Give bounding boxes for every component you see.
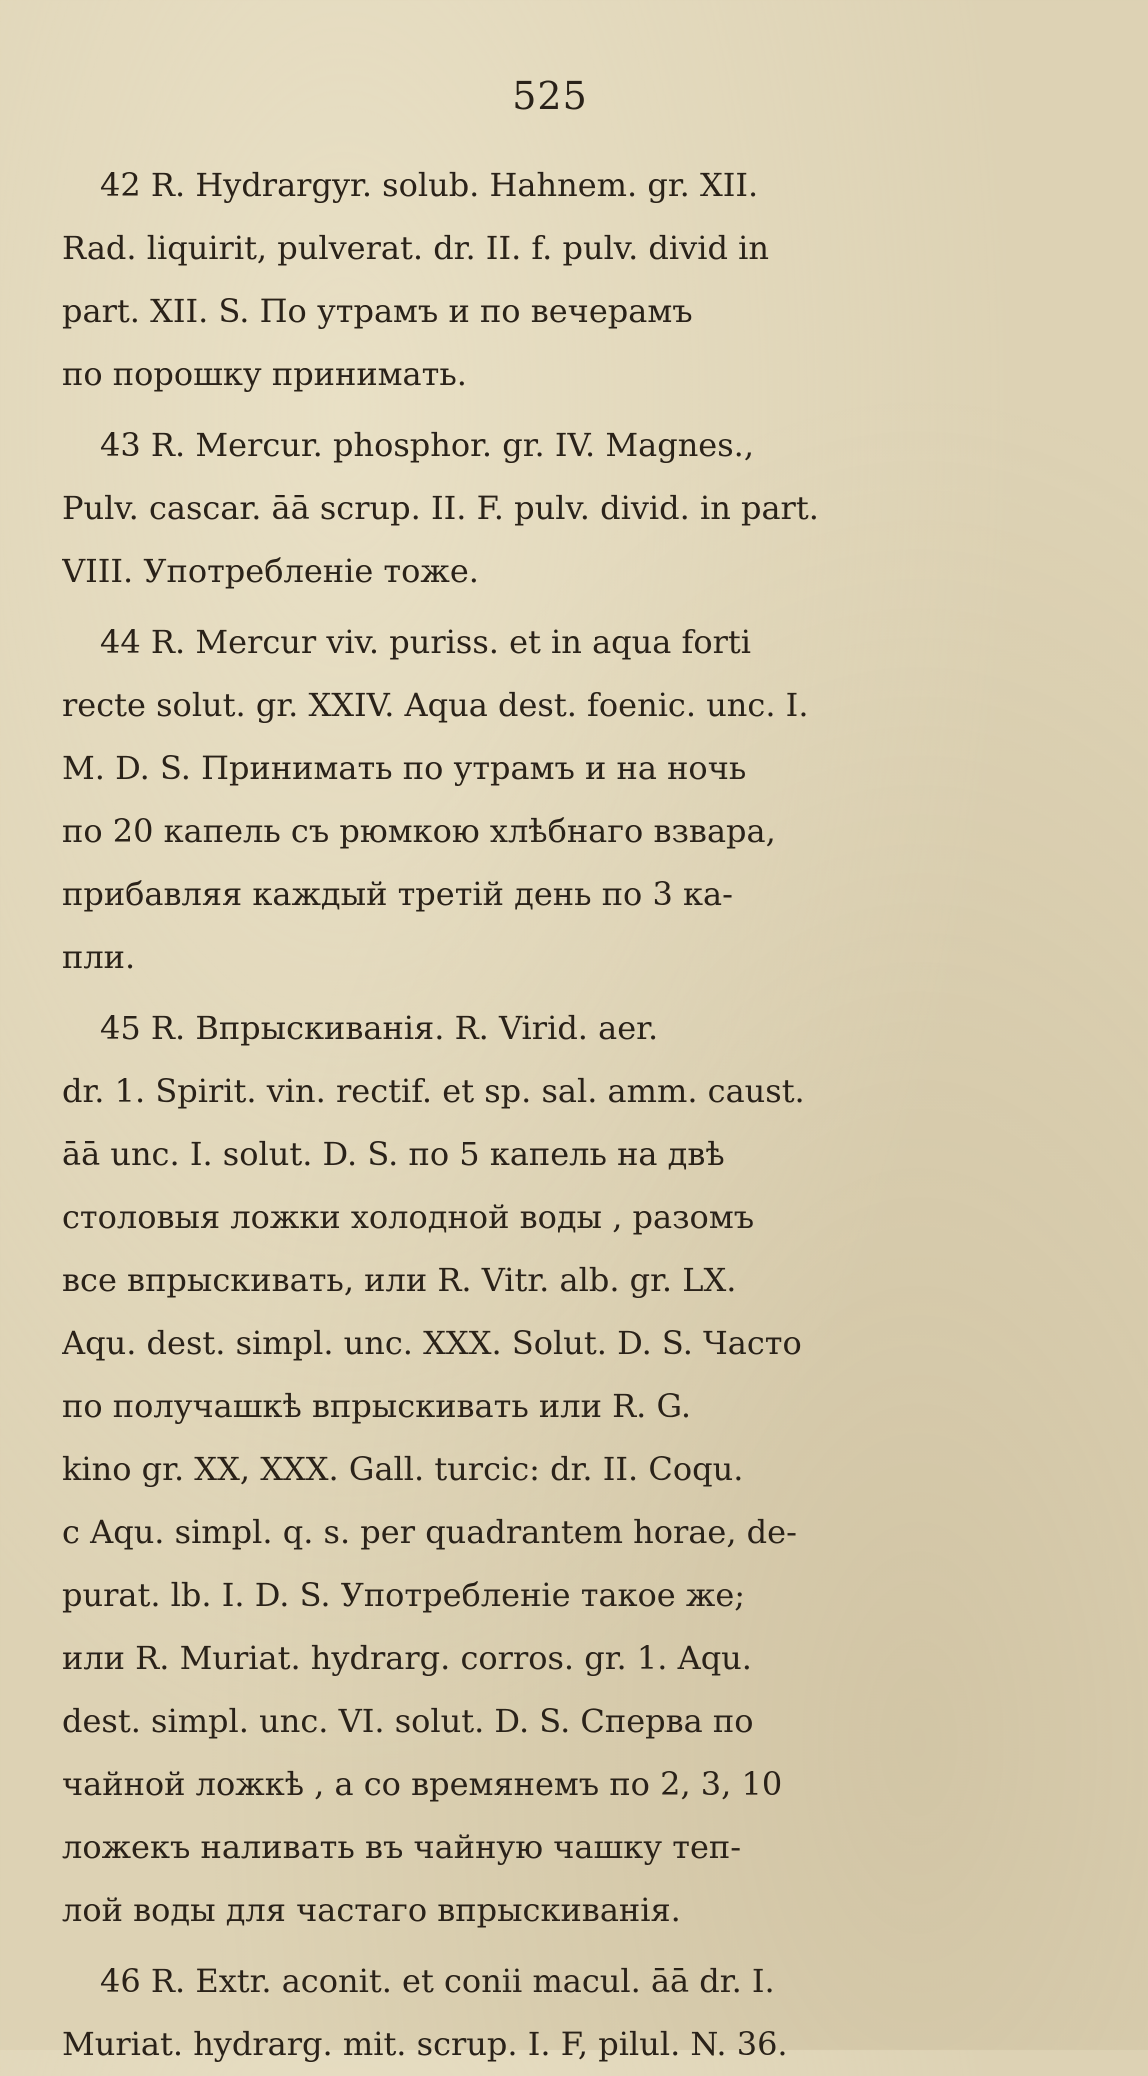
text-line: прибавляя каждый третій день по 3 ка- — [62, 875, 733, 913]
text-line: Rad. liquirit, pulverat. dr. II. f. pulv. divid in — [62, 229, 769, 267]
prescription-46 — [62, 1950, 1008, 2076]
text-line: по порошку принимать. — [62, 355, 467, 393]
text-line: kino gr. XX, XXX. Gall. turcic: dr. II. Coqu. — [62, 1450, 744, 1488]
page-number: 525 — [512, 74, 588, 118]
text-line: dest. simpl. unc. VI. solut. D. S. Сперва по — [62, 1702, 754, 1740]
text-line: 44 R. Mercur viv. puriss. et in aqua forti — [100, 623, 751, 661]
text-line: 42 R. Hydrargyr. solub. Hahnem. gr. XII. — [100, 166, 759, 204]
text-line: столовыя ложки холодной воды , разомъ — [62, 1198, 755, 1236]
text-line: все впрыскивать, или R. Vitr. alb. gr. LX. — [62, 1261, 737, 1299]
text-line: по получашкѣ впрыскивать или R. G. — [62, 1387, 692, 1425]
text-line: или R. Muriat. hydrarg. corros. gr. 1. Aqu. — [62, 1639, 752, 1677]
text-line: Muriat. hydrarg. mit. scrup. I. F, pilul. N. 36. — [62, 2025, 788, 2063]
text-line: VIII. Употребленіе тоже. — [62, 552, 479, 590]
text-line: Pulv. cascar. āā scrup. II. F. pulv. divid. in part. — [62, 489, 819, 527]
prescription-list — [62, 154, 1008, 2076]
prescription-45 — [62, 997, 1008, 1942]
text-line: dr. 1. Spirit. vin. rectif. et sp. sal. amm. caust. — [62, 1072, 805, 1110]
text-line: 45 R. Впрыскиванія. R. Virid. aer. — [100, 1009, 659, 1047]
text-line: āā unc. I. solut. D. S. по 5 капель на двѣ — [62, 1135, 725, 1173]
text-line: ложекъ наливать въ чайную чашку теп- — [62, 1828, 742, 1866]
text-line: пли. — [62, 938, 136, 976]
prescription-42 — [62, 154, 1008, 406]
text-line: по 20 капель съ рюмкою хлѣбнаго взвара, — [62, 812, 776, 850]
text-line: M. D. S. Принимать по утрамъ и на ночь — [62, 749, 747, 787]
text-line: лой воды для частаго впрыскиванія. — [62, 1891, 681, 1929]
text-line: purat. lb. I. D. S. Употребленіе такое же; — [62, 1576, 746, 1614]
text-line: чайной ложкѣ , а со времянемъ по 2, 3, 10 — [62, 1765, 783, 1803]
prescription-44 — [62, 611, 1008, 989]
text-line: 46 R. Extr. aconit. et conii macul. āā dr. I. — [100, 1962, 775, 2000]
text-line: part. XII. S. По утрамъ и по вечерамъ — [62, 292, 693, 330]
text-line: Aqu. dest. simpl. unc. XXX. Solut. D. S. Часто — [62, 1324, 802, 1362]
text-line: c Aqu. simpl. q. s. per quadrantem horae, de- — [62, 1513, 797, 1551]
prescription-43 — [62, 414, 1008, 603]
text-line: recte solut. gr. XXIV. Aqua dest. foenic. unc. I. — [62, 686, 809, 724]
text-line: 43 R. Mercur. phosphor. gr. IV. Magnes., — [100, 426, 754, 464]
